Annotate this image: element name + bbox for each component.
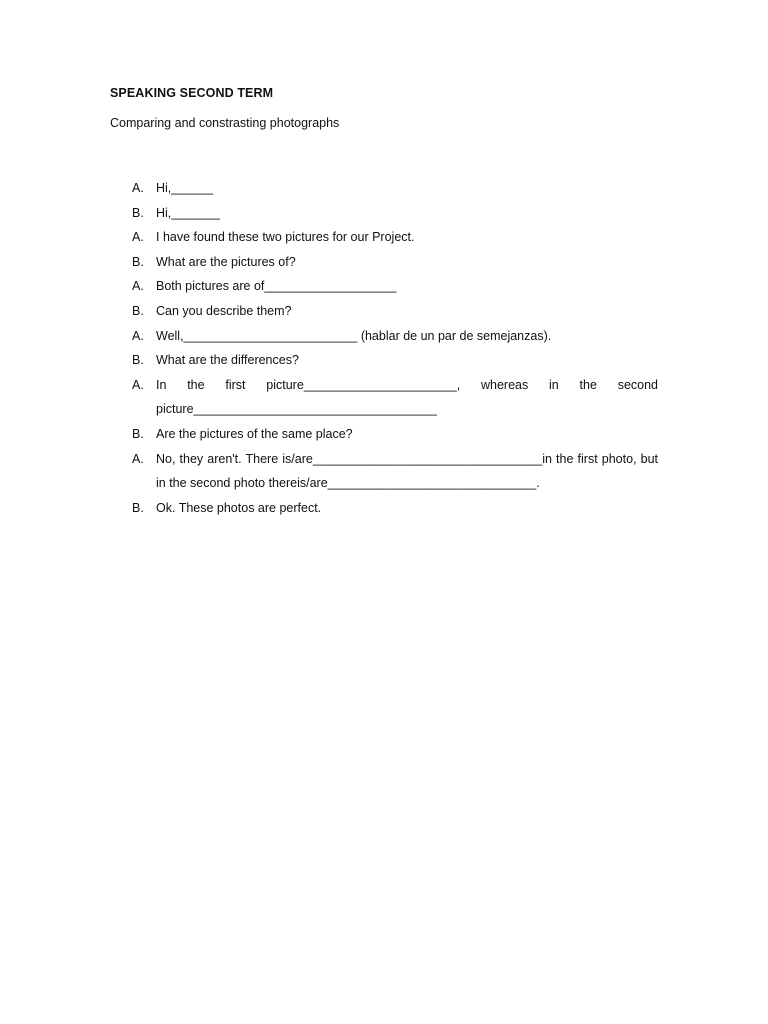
dialogue-text: Ok. These photos are perfect. <box>156 500 322 515</box>
dialogue-line <box>132 324 658 349</box>
dialogue-list <box>132 176 658 520</box>
speaker-label: A. <box>132 377 144 392</box>
dialogue-text: Hi,_______ <box>156 205 220 220</box>
dialogue-text: Hi,______ <box>156 181 213 195</box>
dialogue-line <box>132 274 658 299</box>
speaker-label: B. <box>132 205 144 220</box>
dialogue-line <box>132 447 658 496</box>
dialogue-line <box>132 373 658 422</box>
speaker-label: B. <box>132 426 144 441</box>
dialogue-line <box>132 225 658 250</box>
speaker-label: A. <box>132 451 144 466</box>
dialogue-line <box>132 250 658 275</box>
dialogue-text: Are the pictures of the same place? <box>156 426 353 441</box>
dialogue-text: No, they aren't. There is/are_________________________________in the first photo, but in the second photo thereis/are______________________________. <box>156 451 658 491</box>
speaker-label: A. <box>132 230 144 245</box>
speaker-label: A. <box>132 279 144 294</box>
speaker-label: B. <box>132 303 144 318</box>
dialogue-text: Both pictures are of___________________ <box>156 279 397 294</box>
speaker-label: A. <box>132 328 144 343</box>
document-subtitle: Comparing and constrasting photographs <box>110 116 340 130</box>
dialogue-line <box>132 201 658 226</box>
dialogue-line <box>132 496 658 521</box>
dialogue-line <box>132 176 658 201</box>
dialogue-text: I have found these two pictures for our Project. <box>156 230 415 245</box>
dialogue-text: What are the differences? <box>156 353 299 368</box>
dialogue-text: Can you describe them? <box>156 303 292 318</box>
document-title: SPEAKING SECOND TERM <box>110 86 274 100</box>
speaker-label: B. <box>132 353 144 368</box>
speaker-label: A. <box>132 181 144 195</box>
dialogue-text: Well,_________________________ (hablar de un par de semejanzas). <box>156 328 552 343</box>
dialogue-text: In the first picture______________________, whereas in the second picture___________________________________ <box>156 377 658 417</box>
speaker-label: B. <box>132 254 144 269</box>
dialogue-text: What are the pictures of? <box>156 254 296 269</box>
dialogue-line <box>132 348 658 373</box>
dialogue-line <box>132 299 658 324</box>
speaker-label: B. <box>132 500 144 515</box>
dialogue-line <box>132 422 658 447</box>
